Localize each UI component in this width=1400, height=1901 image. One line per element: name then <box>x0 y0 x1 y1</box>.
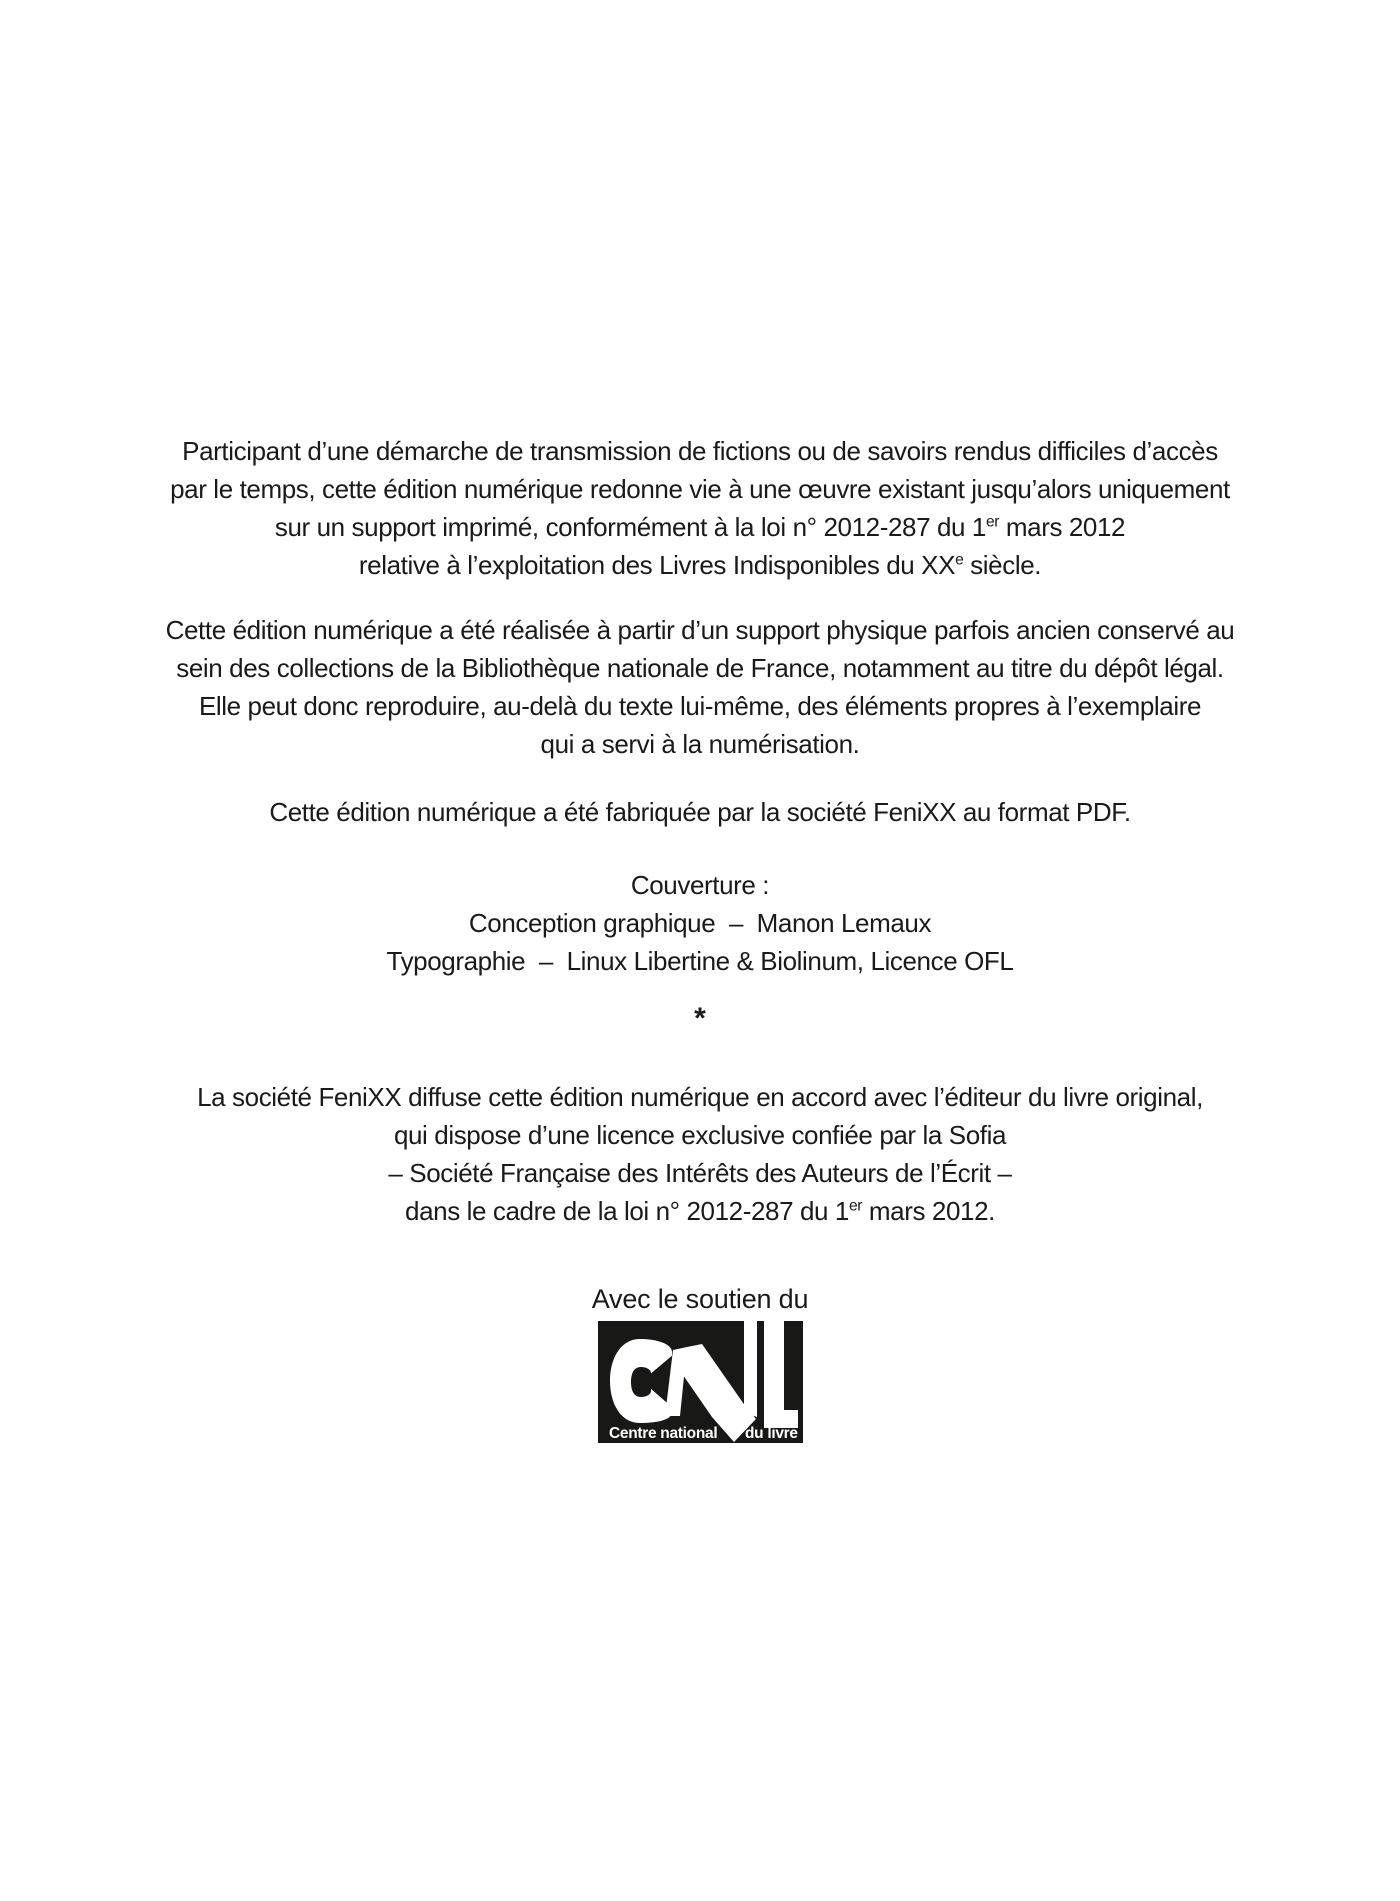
text-line: par le temps, cette édition numérique redonne vie à une œuvre existant jusqu’alors uniquement <box>170 474 1230 504</box>
text-line: Typographie – Linux Libertine & Biolinum, Licence OFL <box>386 946 1014 976</box>
cnl-logo-icon <box>598 1321 803 1443</box>
text-line: Cette édition numérique a été fabriquée par la société FeniXX au format PDF. <box>269 797 1131 827</box>
cnl-strip-left: Centre national <box>608 1425 717 1442</box>
text-line: Couverture : <box>630 870 770 900</box>
text-line: qui a servi à la numérisation. <box>540 729 860 759</box>
cnl-letter-c <box>610 1339 674 1423</box>
text-line: – Société Française des Intérêts des Auteurs de l’Écrit – <box>388 1158 1012 1188</box>
text-line: Elle peut donc reproduire, au-delà du texte lui-même, des éléments propres à l’exemplaire <box>198 691 1202 721</box>
text-line: La société FeniXX diffuse cette édition numérique en accord avec l’éditeur du livre original, <box>197 1082 1203 1112</box>
text-line: dans le cadre de la loi n° 2012-287 du 1er mars 2012. <box>405 1196 995 1226</box>
text-line: relative à l’exploitation des Livres Indisponibles du XXe siècle. <box>358 550 1042 580</box>
cnl-logo <box>0 1321 1400 1443</box>
paragraph-fabrication <box>0 793 1400 831</box>
text-line: Conception graphique – Manon Lemaux <box>468 908 932 938</box>
paragraph-bnf-source <box>0 611 1400 763</box>
text-line: sur un support imprimé, conformément à la loi n° 2012-287 du 1er mars 2012 <box>274 512 1126 542</box>
paragraph-couverture <box>0 866 1400 980</box>
cnl-support-caption: Avec le soutien du <box>591 1284 809 1314</box>
paragraph-legal-intro <box>0 432 1400 584</box>
text-line: qui dispose d’une licence exclusive confiée par la Sofia <box>393 1120 1007 1150</box>
separator-asterisk: * <box>694 1002 706 1035</box>
text-line: Cette édition numérique a été réalisée à partir d’un support physique parfois ancien conservé au <box>165 615 1235 645</box>
text-line: Participant d’une démarche de transmission de fictions ou de savoirs rendus difficiles d’accès <box>182 436 1218 466</box>
paragraph-diffusion <box>0 1078 1400 1230</box>
cnl-strip-right: du livre <box>744 1425 798 1442</box>
text-line: sein des collections de la Bibliothèque nationale de France, notamment au titre du dépôt légal. <box>176 653 1224 683</box>
